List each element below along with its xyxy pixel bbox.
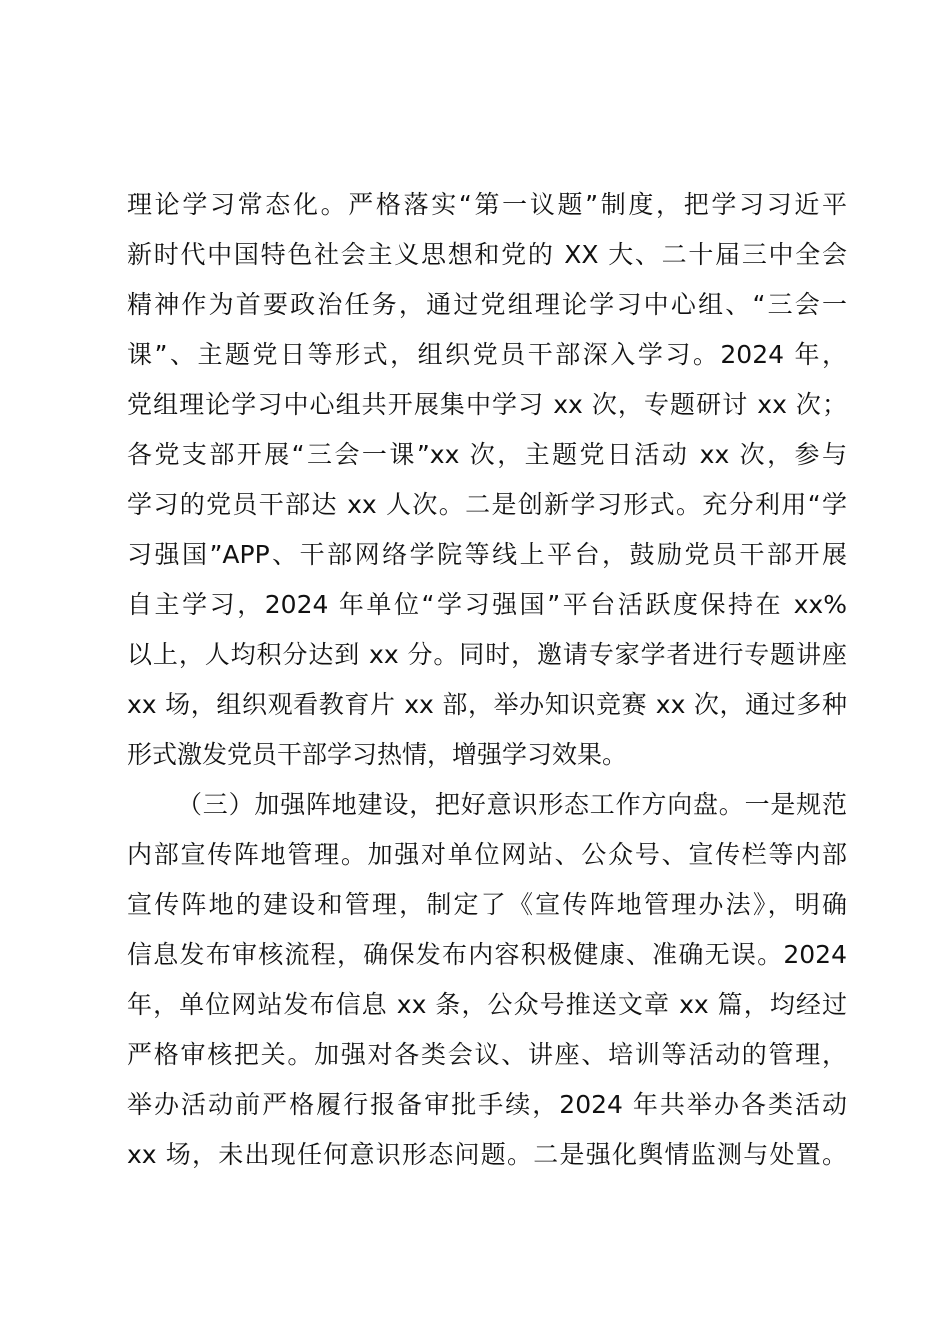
text-line: 各党支部开展“三会一课”xx 次，主题党日活动 xx 次，参与 [127, 440, 847, 469]
text-line: 党组理论学习中心组共开展集中学习 xx 次，专题研讨 xx 次； [127, 390, 847, 419]
text-line: 新时代中国特色社会主义思想和党的 XX 大、二十届三中全会 [127, 240, 847, 269]
text-line: 学习的党员干部达 xx 人次。二是创新学习形式。充分利用“学 [127, 490, 847, 519]
section-heading-line: （三）加强阵地建设，把好意识形态工作方向盘。一是规范 [177, 790, 847, 819]
text-line: xx 场，组织观看教育片 xx 部，举办知识竞赛 xx 次，通过多种 [127, 690, 847, 719]
text-line: 精神作为首要政治任务，通过党组理论学习中心组、“三会一 [127, 290, 847, 319]
text-line: 以上，人均积分达到 xx 分。同时，邀请专家学者进行专题讲座 [127, 640, 847, 669]
text-line: 信息发布审核流程，确保发布内容积极健康、准确无误。2024 [127, 940, 847, 969]
text-line: 形式激发党员干部学习热情，增强学习效果。 [127, 740, 628, 769]
text-line: xx 场，未出现任何意识形态问题。二是强化舆情监测与处置。 [127, 1140, 847, 1169]
text-line: 严格审核把关。加强对各类会议、讲座、培训等活动的管理， [127, 1040, 847, 1069]
text-line: 课”、主题党日等形式，组织党员干部深入学习。2024 年， [127, 340, 847, 369]
text-line: 年，单位网站发布信息 xx 条，公众号推送文章 xx 篇，均经过 [127, 990, 847, 1019]
document-body [127, 180, 847, 1180]
text-line: 举办活动前严格履行报备审批手续，2024 年共举办各类活动 [127, 1090, 847, 1119]
text-line: 理论学习常态化。严格落实“第一议题”制度，把学习习近平 [127, 190, 847, 219]
text-line: 宣传阵地的建设和管理，制定了《宣传阵地管理办法》，明确 [127, 890, 847, 919]
text-line: 内部宣传阵地管理。加强对单位网站、公众号、宣传栏等内部 [127, 840, 847, 869]
text-line: 习强国”APP、干部网络学院等线上平台，鼓励党员干部开展 [127, 540, 847, 569]
text-line: 自主学习，2024 年单位“学习强国”平台活跃度保持在 xx% [127, 590, 847, 619]
